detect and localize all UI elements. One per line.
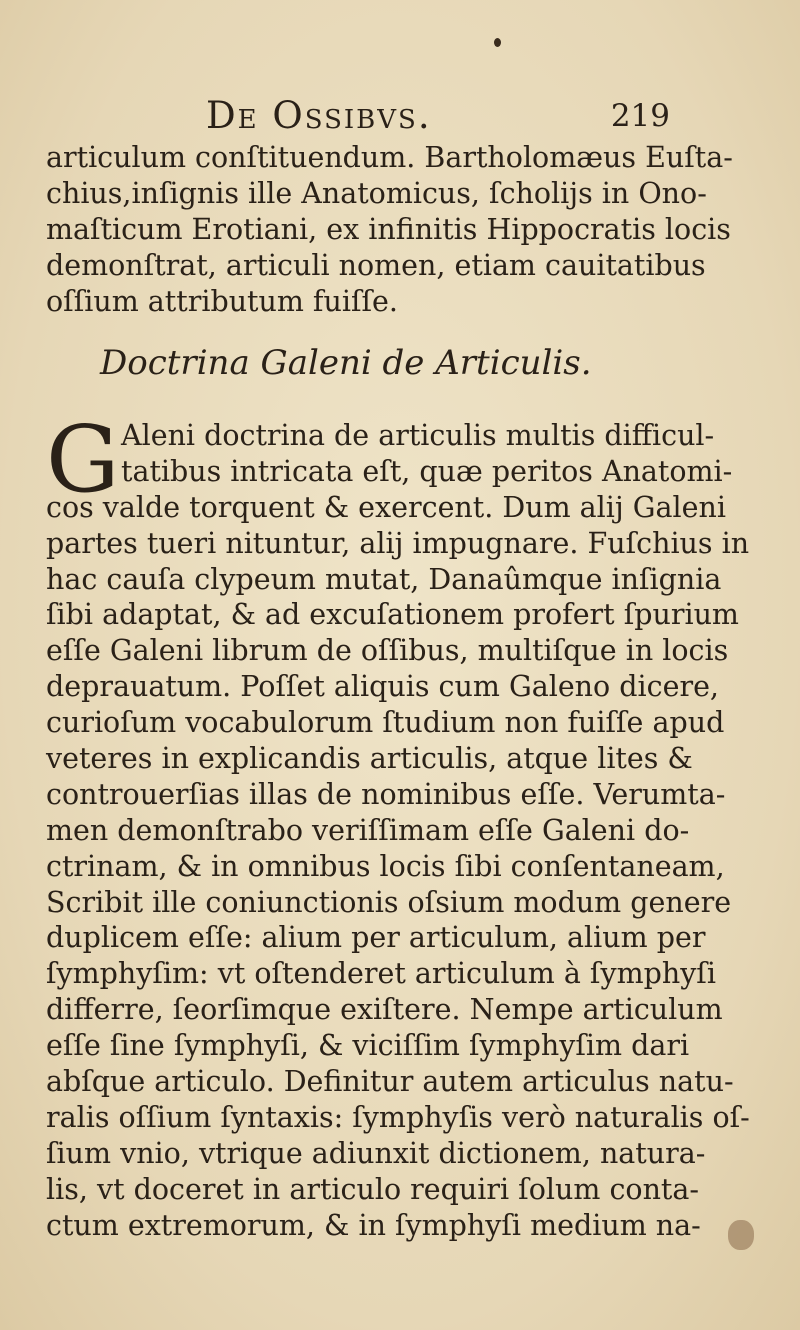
paper-stain bbox=[728, 1220, 754, 1250]
text-line: ſium vnio, vtrique adiunxit dictionem, natura- bbox=[46, 1136, 706, 1170]
running-title: De Ossibvs. bbox=[206, 94, 432, 137]
page-number: 219 bbox=[610, 98, 670, 134]
text-line: duplicem eſſe: alium per articulum, alium per bbox=[46, 921, 706, 955]
text-line: partes tueri nituntur, alij impugnare. Fuſchius in bbox=[46, 526, 750, 560]
text-line: tatibus intricata eſt, quæ peritos Anatomi- bbox=[121, 454, 733, 488]
text-line: abſque articulo. Definitur autem articulus natu- bbox=[46, 1065, 734, 1099]
text-line: Scribit ille coniunctionis oſsium modum genere bbox=[46, 885, 732, 919]
text-line: articulum conſtituendum. Bartholomæus Euſta- bbox=[46, 141, 733, 174]
text-line: maſticum Erotiani, ex infinitis Hippocratis locis bbox=[46, 212, 731, 246]
text-line: controuerſias illas de nominibus eſſe. Verumta- bbox=[46, 777, 726, 811]
paragraph-1 bbox=[46, 140, 733, 319]
text-line: veteres in explicandis articulis, atque lites & bbox=[46, 742, 693, 776]
text-line: men demonſtrabo veriſſimam eſſe Galeni do- bbox=[46, 813, 690, 847]
text-line: Aleni doctrina de articulis multis difficul- bbox=[121, 419, 715, 452]
page-header bbox=[150, 94, 670, 144]
text-line: oſſium attributum fuiſſe. bbox=[46, 284, 398, 318]
text-line: ctrinam, & in omnibus locis ſibi conſentaneam, bbox=[46, 849, 725, 883]
text-line: chius,inſignis ille Anatomicus, ſcholijs in Ono- bbox=[46, 176, 707, 210]
text-line: eſſe ſine ſymphyſi, & viciſſim ſymphyſim dari bbox=[46, 1029, 690, 1063]
ink-speck bbox=[494, 38, 501, 47]
text-line: deprauatum. Poſſet aliquis cum Galeno dicere, bbox=[46, 670, 719, 704]
text-line: lis, vt doceret in articulo requiri ſolum conta- bbox=[46, 1172, 699, 1206]
text-line: ralis oſſium ſyntaxis: ſymphyſis verò naturalis oſ- bbox=[46, 1100, 750, 1134]
text-line: ctum extremorum, & in ſymphyſi medium na- bbox=[46, 1208, 701, 1242]
text-line: demonſtrat, articuli nomen, etiam cauitatibus bbox=[46, 248, 706, 282]
text-line: hac cauſa clypeum mutat, Danaûmque inſignia bbox=[46, 562, 722, 596]
text-line: ſibi adaptat, & ad excuſationem profert ſpurium bbox=[46, 598, 739, 632]
paragraph-2 bbox=[46, 406, 750, 1243]
text-line: ſymphyſim: vt oſtenderet articulum à ſymphyſi bbox=[46, 957, 716, 991]
section-heading: Doctrina Galeni de Articulis. bbox=[100, 343, 592, 383]
text-line: eſſe Galeni librum de oſſibus, multiſque in locis bbox=[46, 634, 729, 668]
text-line: differre, ſeorſimque exiſtere. Nempe articulum bbox=[46, 993, 723, 1027]
text-line: curioſum vocabulorum ſtudium non fuiſſe apud bbox=[46, 706, 725, 740]
text-line: cos valde torquent & exercent. Dum alij Galeni bbox=[46, 490, 726, 524]
drop-capital: G bbox=[46, 406, 120, 513]
